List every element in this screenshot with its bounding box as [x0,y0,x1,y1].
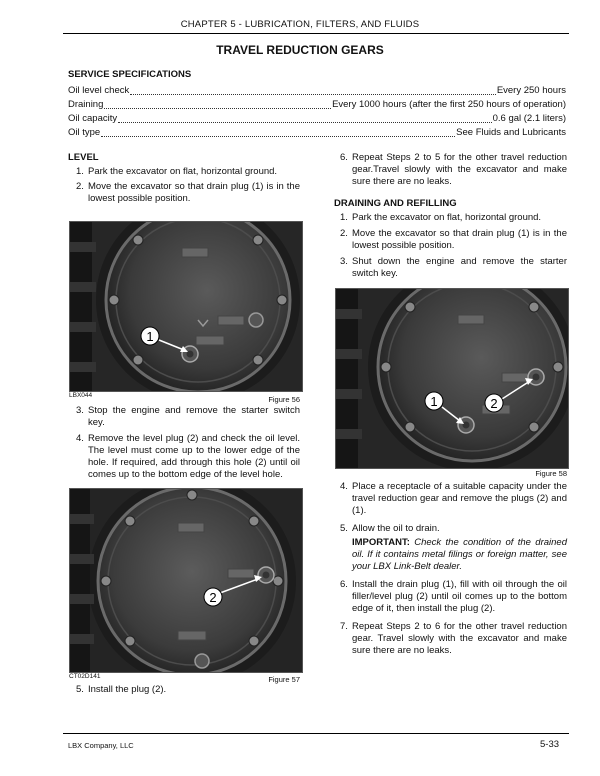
page-number: 5-33 [540,739,560,750]
callout-1: 1 [146,329,154,344]
step-number: 5. [76,684,84,695]
step-number: 2. [76,181,84,192]
spec-label: Oil type [68,127,101,138]
spec-value: Every 1000 hours (after the first 250 hours of operation) [332,99,566,110]
step-4 [340,481,567,517]
spec-label: Draining [68,99,104,110]
spec-value: See Fluids and Lubricants [456,127,566,138]
step-number: 2. [340,228,348,239]
step-text: Move the excavator so that drain plug (1) is in the lowest possible position. [352,228,567,251]
step-text: Move the excavator so that drain plug (1) is in the lowest possible position. [88,181,300,204]
footer-rule [63,733,569,734]
drain-steps-4-5 [340,481,567,535]
step-number: 1. [76,166,84,177]
travel-gear-image [70,489,302,672]
spec-row-oil-capacity [68,113,566,126]
step-7 [340,621,567,657]
step-text: Park the excavator on flat, horizontal ground. [88,166,278,177]
important-note [352,537,567,573]
leader-dots [101,127,455,137]
step-6 [340,152,567,188]
figure-56-caption: Figure 56 [268,395,300,404]
level-steps-1-2 [76,166,300,205]
spec-value: 0.6 gal (2.1 liters) [492,113,566,124]
step-number: 6. [340,579,348,590]
callout-2: 2 [490,396,498,411]
step-1 [76,166,300,178]
step-6 [340,579,567,615]
page-title: TRAVEL REDUCTION GEARS [216,43,384,57]
level-steps-3-4 [76,405,300,481]
callout-1: 1 [430,394,438,409]
spec-row-oil-type [68,127,566,140]
figure-57-caption: Figure 57 [268,675,300,684]
chapter-header: CHAPTER 5 - LUBRICATION, FILTERS, AND FLUIDS [180,19,420,30]
step-number: 5. [340,523,348,534]
step-text: Install the drain plug (1), fill with oil through the oil filler/level plug (2) until oil comes up to the bottom edge of it, then install the plug (2). [352,579,567,614]
figure-57-id: CT02D141 [69,673,101,680]
step-text: Shut down the engine and remove the starter switch key. [352,256,567,279]
callout-2: 2 [209,590,217,605]
step-number: 4. [340,481,348,492]
step-2 [76,181,300,205]
service-specifications-heading: SERVICE SPECIFICATIONS [68,69,192,80]
figure-56-photo [69,221,303,392]
step-text: Stop the engine and remove the starter switch key. [88,405,300,428]
step-text: Park the excavator on flat, horizontal ground. [352,212,542,223]
spec-row-oil-level-check [68,85,566,98]
step-number: 1. [340,212,348,223]
step-number: 3. [340,256,348,267]
figure-58-photo [335,288,569,469]
leader-dots [130,85,496,95]
step-5 [76,684,300,696]
leader-dots [104,99,331,109]
level-heading: LEVEL [68,152,99,163]
step-text: Remove the level plug (2) and check the oil level. The level must come up to the lower edge of the hole. If required, add through this hole (2) until oil comes up to the bottom edge of the level hole. [88,433,300,480]
step-number: 7. [340,621,348,632]
step-3 [340,256,567,280]
travel-gear-image [336,289,568,468]
step-number: 4. [76,433,84,444]
spec-value: Every 250 hours [496,85,566,96]
figure-57-photo [69,488,303,673]
figure-56-id: LBX044 [69,392,93,399]
step-number: 6. [340,152,348,163]
header-rule [63,33,569,34]
step-number: 3. [76,405,84,416]
important-label: IMPORTANT: [352,537,410,548]
important-text: Check the condition of the drained oil. If it contains metal filings or foreign matter, see your LBX Link-Belt dealer. [352,537,567,572]
step-text: Repeat Steps 2 to 5 for the other travel reduction gear.Travel slowly with the excavator and make sure there are no leaks. [352,152,567,187]
step-3 [76,405,300,429]
spec-label: Oil level check [68,85,130,96]
step-5 [340,523,567,535]
drain-steps-6-7 [340,579,567,657]
step-2 [340,228,567,252]
step-text: Repeat Steps 2 to 6 for the other travel reduction gear. Travel slowly with the excavator and make sure there are no leaks. [352,621,567,656]
figure-58-caption: Figure 58 [535,469,567,478]
drain-steps-1-3 [340,212,567,280]
level-step-6 [340,152,567,188]
travel-gear-image [70,222,302,391]
spec-label: Oil capacity [68,113,118,124]
leader-dots [118,113,491,123]
step-text: Place a receptacle of a suitable capacity under the travel reduction gear and remove the plugs (2) and (1). [352,481,567,516]
step-1 [340,212,567,224]
step-text: Allow the oil to drain. [352,523,440,534]
step-4 [76,433,300,481]
draining-refilling-heading: DRAINING AND REFILLING [334,198,457,209]
footer-company: LBX Company, LLC [68,741,134,750]
spec-row-draining [68,99,566,112]
level-step-5 [76,684,300,696]
step-text: Install the plug (2). [88,684,167,695]
